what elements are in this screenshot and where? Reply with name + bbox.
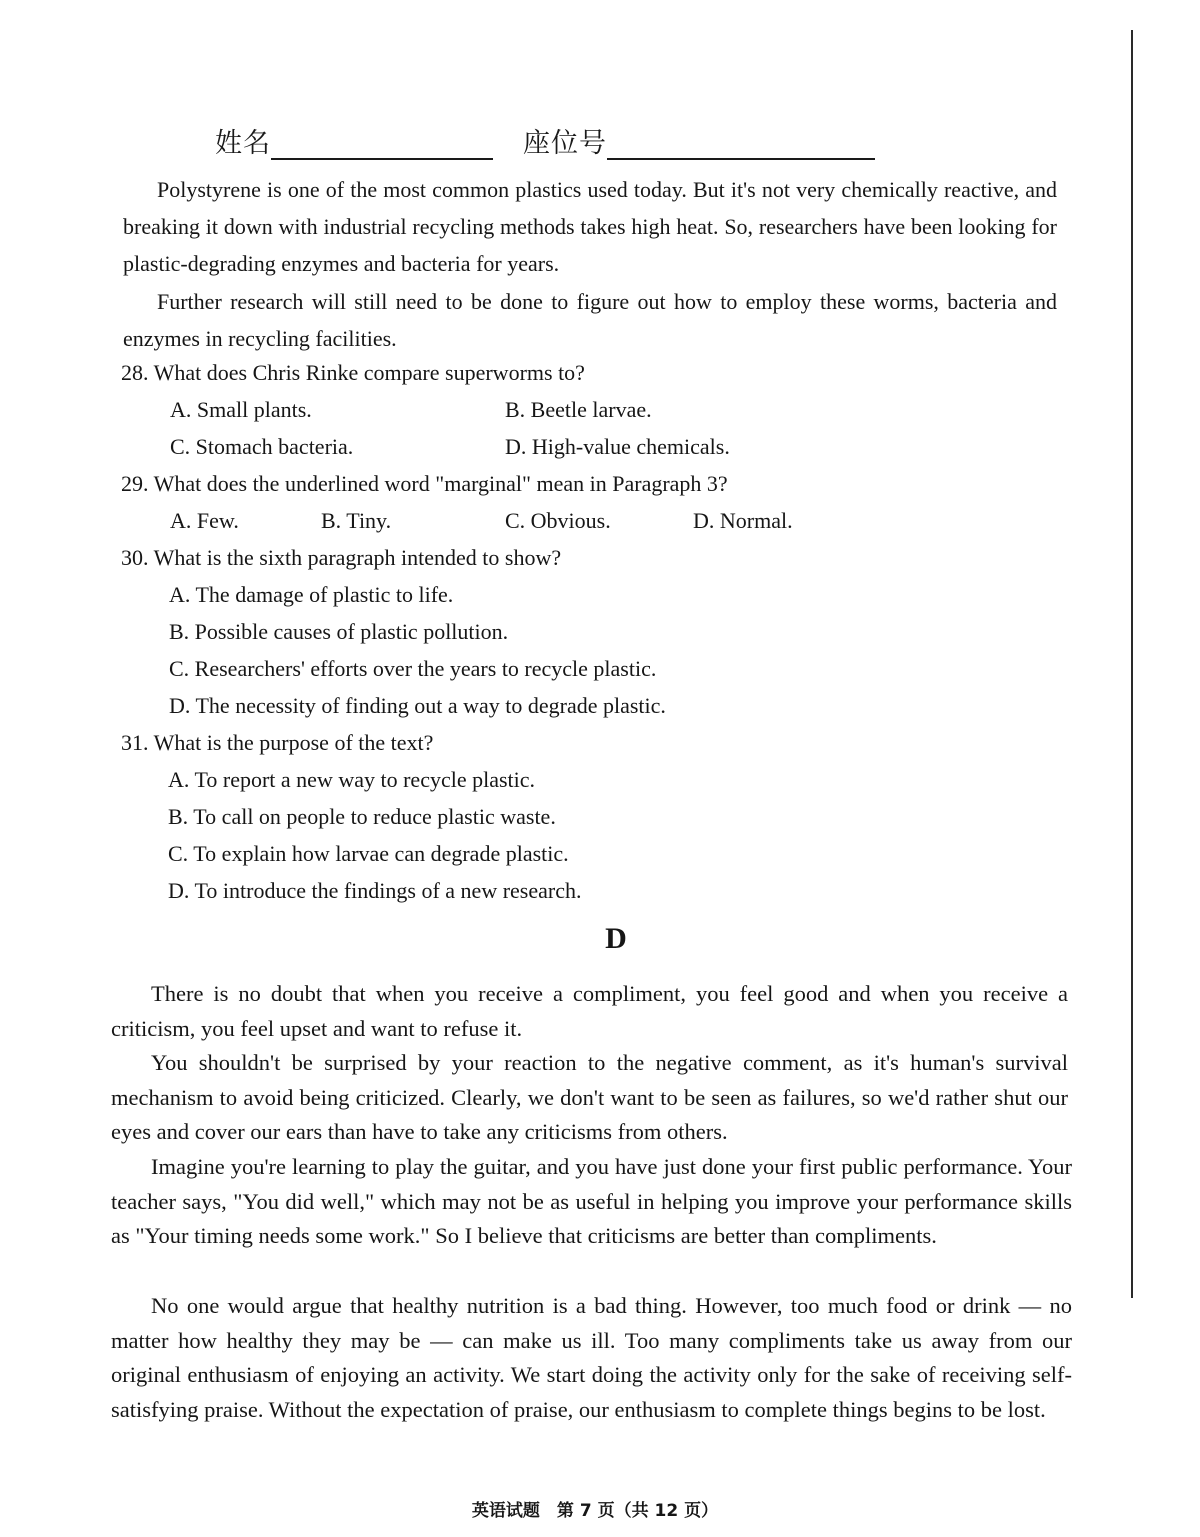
page-footer: 英语试题 第 7 页（共 12 页） [471,1501,719,1521]
question-stem: 31. What is the purpose of the text? [121,730,434,755]
question-31 [121,724,921,909]
option-b[interactable]: B. Beetle larvae. [505,397,652,422]
passage-d-paragraph: Imagine you're learning to play the guitar, and you have just done your first public performance. Your teacher says, "You did well," which may not be as useful in helping you improve your performance skills as "Your timing needs some work." So I believe that criticisms are better than compliments. [111,1154,1072,1248]
option-d[interactable]: D. To introduce the findings of a new research. [168,878,582,903]
question-29 [121,465,921,539]
passage-c-paragraph: Further research will still need to be done to figure out how to employ these worms, bacteria and enzymes in recycling facilities. [123,289,1057,351]
name-label: 姓名 [215,128,271,159]
page-edge-line [1131,30,1133,1298]
option-a[interactable]: A. Small plants. [170,397,312,422]
option-d[interactable]: D. The necessity of finding out a way to degrade plastic. [169,693,666,718]
option-a[interactable]: A. The damage of plastic to life. [169,582,454,607]
question-30 [121,539,921,724]
seat-blank[interactable] [607,130,875,160]
option-a[interactable]: A. To report a new way to recycle plastic. [168,767,536,792]
option-d[interactable]: D. High-value chemicals. [505,434,730,459]
question-28 [121,354,921,465]
option-b[interactable]: B. To call on people to reduce plastic waste. [168,804,556,829]
question-stem: 30. What is the sixth paragraph intended to show? [121,545,562,570]
question-stem: 29. What does the underlined word "marginal" mean in Paragraph 3? [121,471,728,496]
option-b[interactable]: B. Possible causes of plastic pollution. [169,619,509,644]
option-a[interactable]: A. Few. [170,508,239,533]
passage-c-paragraph: Polystyrene is one of the most common plastics used today. But it's not very chemically reactive, and breaking it down with industrial recycling methods takes high heat. So, researchers have been looking for plastic-degrading enzymes and bacteria for years. [123,177,1057,276]
name-blank[interactable] [271,130,493,160]
student-info-header [215,120,875,160]
option-c[interactable]: C. Stomach bacteria. [170,434,354,459]
passage-d-paragraph: No one would argue that healthy nutrition is a bad thing. However, too much food or drink — no matter how healthy they may be — can make us ill. Too many compliments take us away from our original enthusiasm of enjoying an activity. We start doing the activity only for the sake of receiving self-satisfying praise. Without the expectation of praise, our enthusiasm to complete things begins to be lost. [111,1293,1072,1422]
option-c[interactable]: C. Obvious. [505,508,611,533]
passage-d-paragraph: You shouldn't be surprised by your reaction to the negative comment, as it's human's survival mechanism to avoid being criticized. Clearly, we don't want to be seen as failures, so we'd rather shut our eyes and cover our ears than have to take any criticisms from others. [111,1050,1068,1144]
option-b[interactable]: B. Tiny. [321,508,392,533]
option-c[interactable]: C. To explain how larvae can degrade plastic. [168,841,569,866]
passage-d-paragraph: There is no doubt that when you receive a compliment, you feel good and when you receive a criticism, you feel upset and want to refuse it. [111,981,1068,1041]
option-c[interactable]: C. Researchers' efforts over the years to recycle plastic. [169,656,657,681]
section-d-title: D [605,922,627,955]
question-stem: 28. What does Chris Rinke compare superworms to? [121,360,585,385]
seat-label: 座位号 [523,128,607,159]
option-d[interactable]: D. Normal. [693,508,793,533]
